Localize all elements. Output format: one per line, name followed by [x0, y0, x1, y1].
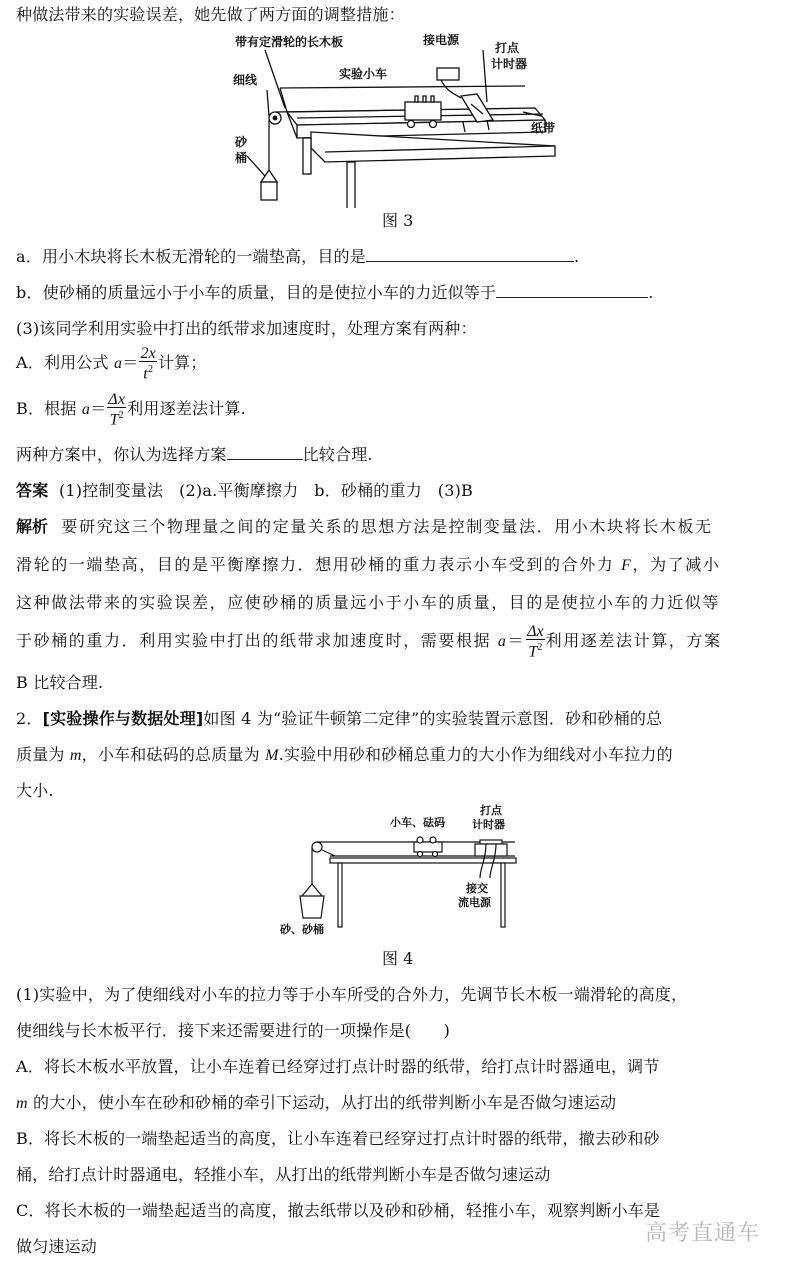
answer-label: 答案: [16, 481, 49, 500]
sand-bucket: [300, 896, 324, 918]
analysis-text: 滑轮的一端垫高，目的是平衡摩擦力．想用砂桶的重力表示小车受到的合外力: [16, 555, 622, 574]
question-2a-text: a．用小木块将长木板无滑轮的一端垫高，目的是: [16, 247, 366, 266]
label-ac-power-2: 流电源: [458, 896, 491, 909]
exponent: 2: [147, 363, 154, 375]
watermark: 高考直通车: [644, 1221, 760, 1246]
p2-q1-option-c-line-1: C．将长木板的一端垫起适当的高度，撤去纸带以及砂和砂桶，轻推小车，观察判断小车是: [16, 1201, 661, 1220]
option-b-suffix: 利用逐差法计算.: [127, 399, 246, 418]
label-power: 接电源: [423, 33, 460, 47]
label-tape: 纸带: [531, 121, 556, 135]
fraction-2x-over-t2: [139, 346, 157, 381]
answer-blank-2a[interactable]: [366, 247, 574, 262]
analysis-line-1: [16, 516, 713, 538]
denominator: t: [143, 365, 148, 383]
numerator: 2x: [140, 344, 156, 362]
table: [330, 858, 516, 863]
var-a: a: [81, 401, 91, 418]
label-cart: 实验小车: [339, 67, 388, 81]
analysis-line-4: [16, 622, 722, 661]
numerator: Δx: [527, 622, 544, 640]
question-2b: [16, 282, 654, 304]
analysis-text: 于砂桶的重力．利用实验中打出的纸带求加速度时，需要根据: [16, 631, 498, 650]
question-2a: [16, 246, 579, 268]
problem-2-line-2: [16, 744, 673, 767]
exponent: 2: [118, 409, 124, 421]
option-text: 的大小，使小车在砂和砂桶的牵引下运动，从打出的纸带判断小车是否做匀速运动: [27, 1093, 617, 1112]
label-cart-weights: 小车、砝码: [390, 816, 445, 829]
intro-text: 种做法带来的实验误差，她先做了两方面的调整措施：: [16, 5, 405, 24]
label-timer-2: 计时器: [491, 57, 528, 71]
exponent: 2: [537, 641, 543, 653]
option-a-suffix: 计算；: [157, 353, 207, 372]
analysis-line-2: [16, 554, 720, 577]
period: .: [573, 247, 580, 266]
numerator: Δx: [108, 390, 126, 408]
equals: ＝: [507, 631, 526, 650]
p2-q1-option-c-line-2: 做匀速运动: [16, 1237, 98, 1256]
equals: ＝: [90, 399, 107, 418]
problem-number: 2．: [16, 709, 43, 728]
period: .: [648, 283, 654, 302]
choose-prefix: 两种方案中，你认为选择方案: [16, 445, 227, 464]
question-2b-text: b．使砂桶的质量远小于小车的质量，目的是使拉小车的力近似等于: [16, 283, 497, 302]
answer-blank-2b[interactable]: [496, 283, 648, 298]
label-timer-1: 打点: [495, 41, 520, 55]
question-3-stem: (3)该同学利用实验中打出的纸带求加速度时，处理方案有两种：: [16, 319, 477, 338]
p2-q1-line-1: (1)实验中，为了使细线对小车的拉力等于小车所受的合外力，先调节长木板一端滑轮的高度，: [16, 985, 688, 1004]
question-3-option-b: [16, 390, 246, 429]
answer-text: (1)控制变量法 (2)a.平衡摩擦力 b．砂桶的重力 (3)B: [48, 481, 473, 500]
problem-text: .实验中用砂和砂桶总重力的大小作为细线对小车拉力的: [278, 745, 673, 764]
var-m: m: [16, 1095, 28, 1112]
var-F: F: [621, 557, 633, 574]
analysis-text: 利用逐差法计算，方案: [545, 631, 722, 650]
denominator: T: [109, 411, 119, 429]
cart: [405, 102, 441, 120]
option-a-prefix: A．利用公式: [16, 353, 115, 372]
choose-suffix: 比较合理.: [302, 445, 373, 464]
sand-bucket: [261, 170, 277, 182]
problem-text: ，小车和砝码的总质量为: [81, 745, 266, 764]
label-sand-bucket: 砂、砂桶: [280, 923, 324, 936]
var-m: m: [69, 747, 82, 764]
figure-3-diagram: [225, 28, 565, 208]
p2-q1-option-b-line-2: 桶，给打点计时器通电，轻推小车，从打出的纸带判断小车是否做匀速运动: [16, 1165, 551, 1184]
problem-2-line-1: [16, 708, 662, 730]
problem-text: 如图 4 为“验证牛顿第二定律”的实验装置示意图．砂和砂桶的总: [203, 709, 663, 728]
analysis-label: 解析: [16, 517, 49, 536]
var-a: a: [114, 355, 123, 372]
label-timer-1: 打点: [480, 804, 502, 817]
label-bucket-2: 桶: [235, 151, 248, 165]
answer-blank-3[interactable]: [227, 445, 303, 460]
power-box: [437, 68, 459, 80]
p2-q1-option-b-line-1: B．将长木板的一端垫起适当的高度，让小车连着已经穿过打点计时器的纸带，撤去砂和砂: [16, 1129, 660, 1148]
var-M: M: [265, 747, 279, 764]
figure-3-caption: 图 3: [382, 211, 414, 230]
problem-tag: [实验操作与数据处理]: [42, 709, 204, 728]
pulley: [312, 842, 322, 852]
var-a: a: [497, 633, 508, 650]
figure-4-caption: 图 4: [382, 949, 414, 968]
problem-text: 质量为: [16, 745, 70, 764]
analysis-text: ，为了减小: [632, 555, 721, 574]
figure-4-diagram: [280, 800, 530, 940]
label-timer-2: 计时器: [472, 818, 505, 831]
cart: [414, 842, 442, 852]
equals: ＝: [122, 353, 139, 372]
analysis-text: 要研究这三个物理量之间的定量关系的思想方法是控制变量法．用小木块将长木板无: [48, 517, 713, 536]
denominator: T: [528, 643, 538, 661]
question-3-choose: [16, 444, 373, 466]
p2-q1-option-a-line-2: [16, 1092, 616, 1115]
analysis-line-5: B 比较合理.: [16, 673, 104, 692]
label-ac-power-1: 接交: [466, 882, 488, 895]
question-3-option-a: [16, 344, 207, 383]
p2-q1-option-a-line-1: A．将长木板水平放置，让小车连着已经穿过打点计时器的纸带，给打点计时器通电，调节: [16, 1057, 660, 1076]
label-string: 细线: [233, 73, 258, 87]
option-b-prefix: B．根据: [16, 399, 82, 418]
label-bucket-1: 砂: [235, 135, 248, 149]
analysis-line-3: 这种做法带来的实验误差，应使砂桶的质量远小于小车的质量，目的是使拉小车的力近似等: [16, 593, 721, 612]
problem-2-line-3: 大小.: [16, 781, 54, 800]
label-board: 带有定滑轮的长木板: [235, 35, 344, 49]
answer-line: [16, 480, 473, 502]
fraction-dx-over-T2: [526, 624, 545, 659]
fraction-dx-over-T2: [107, 392, 126, 427]
p2-q1-line-2: 使细线与长木板平行．接下来还需要进行的一项操作是( ): [16, 1021, 451, 1040]
